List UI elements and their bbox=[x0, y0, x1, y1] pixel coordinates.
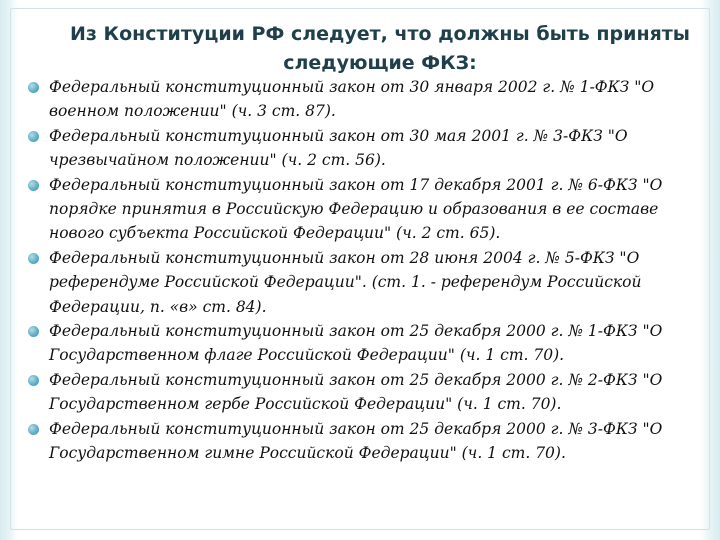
slide-title bbox=[40, 20, 720, 78]
list-item-text: Федеральный конституционный закон от 25 декабря 2000 г. № 2-ФКЗ "О Государственном гербе Российской Федерации" (ч. 1 ст. 70). bbox=[49, 370, 663, 414]
list-item bbox=[26, 173, 696, 246]
list-item-text: Федеральный конституционный закон от 25 декабря 2000 г. № 1-ФКЗ "О Государственном флаге Российской Федерации" (ч. 1 ст. 70). bbox=[49, 322, 663, 365]
list-item bbox=[26, 75, 696, 124]
list-item-text: Федеральный конституционный закон от 28 июня 2004 г. № 5-ФКЗ "О референдуме Российской Федерации". (ст. 1. - референдум Российской Федерации, п. «в» ст. 84). bbox=[49, 248, 642, 316]
round-bullet-icon bbox=[28, 375, 39, 386]
list-item bbox=[26, 319, 696, 368]
round-bullet-icon bbox=[28, 253, 39, 264]
round-bullet-icon bbox=[28, 424, 39, 435]
list-item bbox=[26, 124, 696, 173]
list-item-text: Федеральный конституционный закон от 30 мая 2001 г. № 3-ФКЗ "О чрезвычайном положении" (ч. 2 ст. 56). bbox=[49, 126, 628, 170]
round-bullet-icon bbox=[28, 326, 39, 337]
law-list bbox=[26, 75, 696, 466]
list-item-text: Федеральный конституционный закон от 17 декабря 2001 г. № 6-ФКЗ "О порядке принятия в Российскую Федерацию и образования в ее составе нового субъекта Российской Федерации" (ч. 2 ст. 65). bbox=[49, 175, 663, 243]
slide-title-line-1: Из Конституции РФ следует, что должны быть приняты bbox=[69, 23, 690, 45]
list-item-text: Федеральный конституционный закон от 30 января 2002 г. № 1-ФКЗ "О военном положении" (ч. 3 ст. 87). bbox=[49, 78, 655, 121]
list-item-text: Федеральный конституционный закон от 25 декабря 2000 г. № 3-ФКЗ "О Государственном гимне Российской Федерации" (ч. 1 ст. 70). bbox=[49, 419, 663, 463]
round-bullet-icon bbox=[28, 131, 39, 142]
list-item bbox=[26, 246, 696, 319]
slide-title-line-2: следующие ФКЗ: bbox=[283, 52, 477, 74]
round-bullet-icon bbox=[28, 180, 39, 191]
list-item bbox=[26, 368, 696, 417]
round-bullet-icon bbox=[28, 82, 39, 93]
list-item bbox=[26, 417, 696, 466]
